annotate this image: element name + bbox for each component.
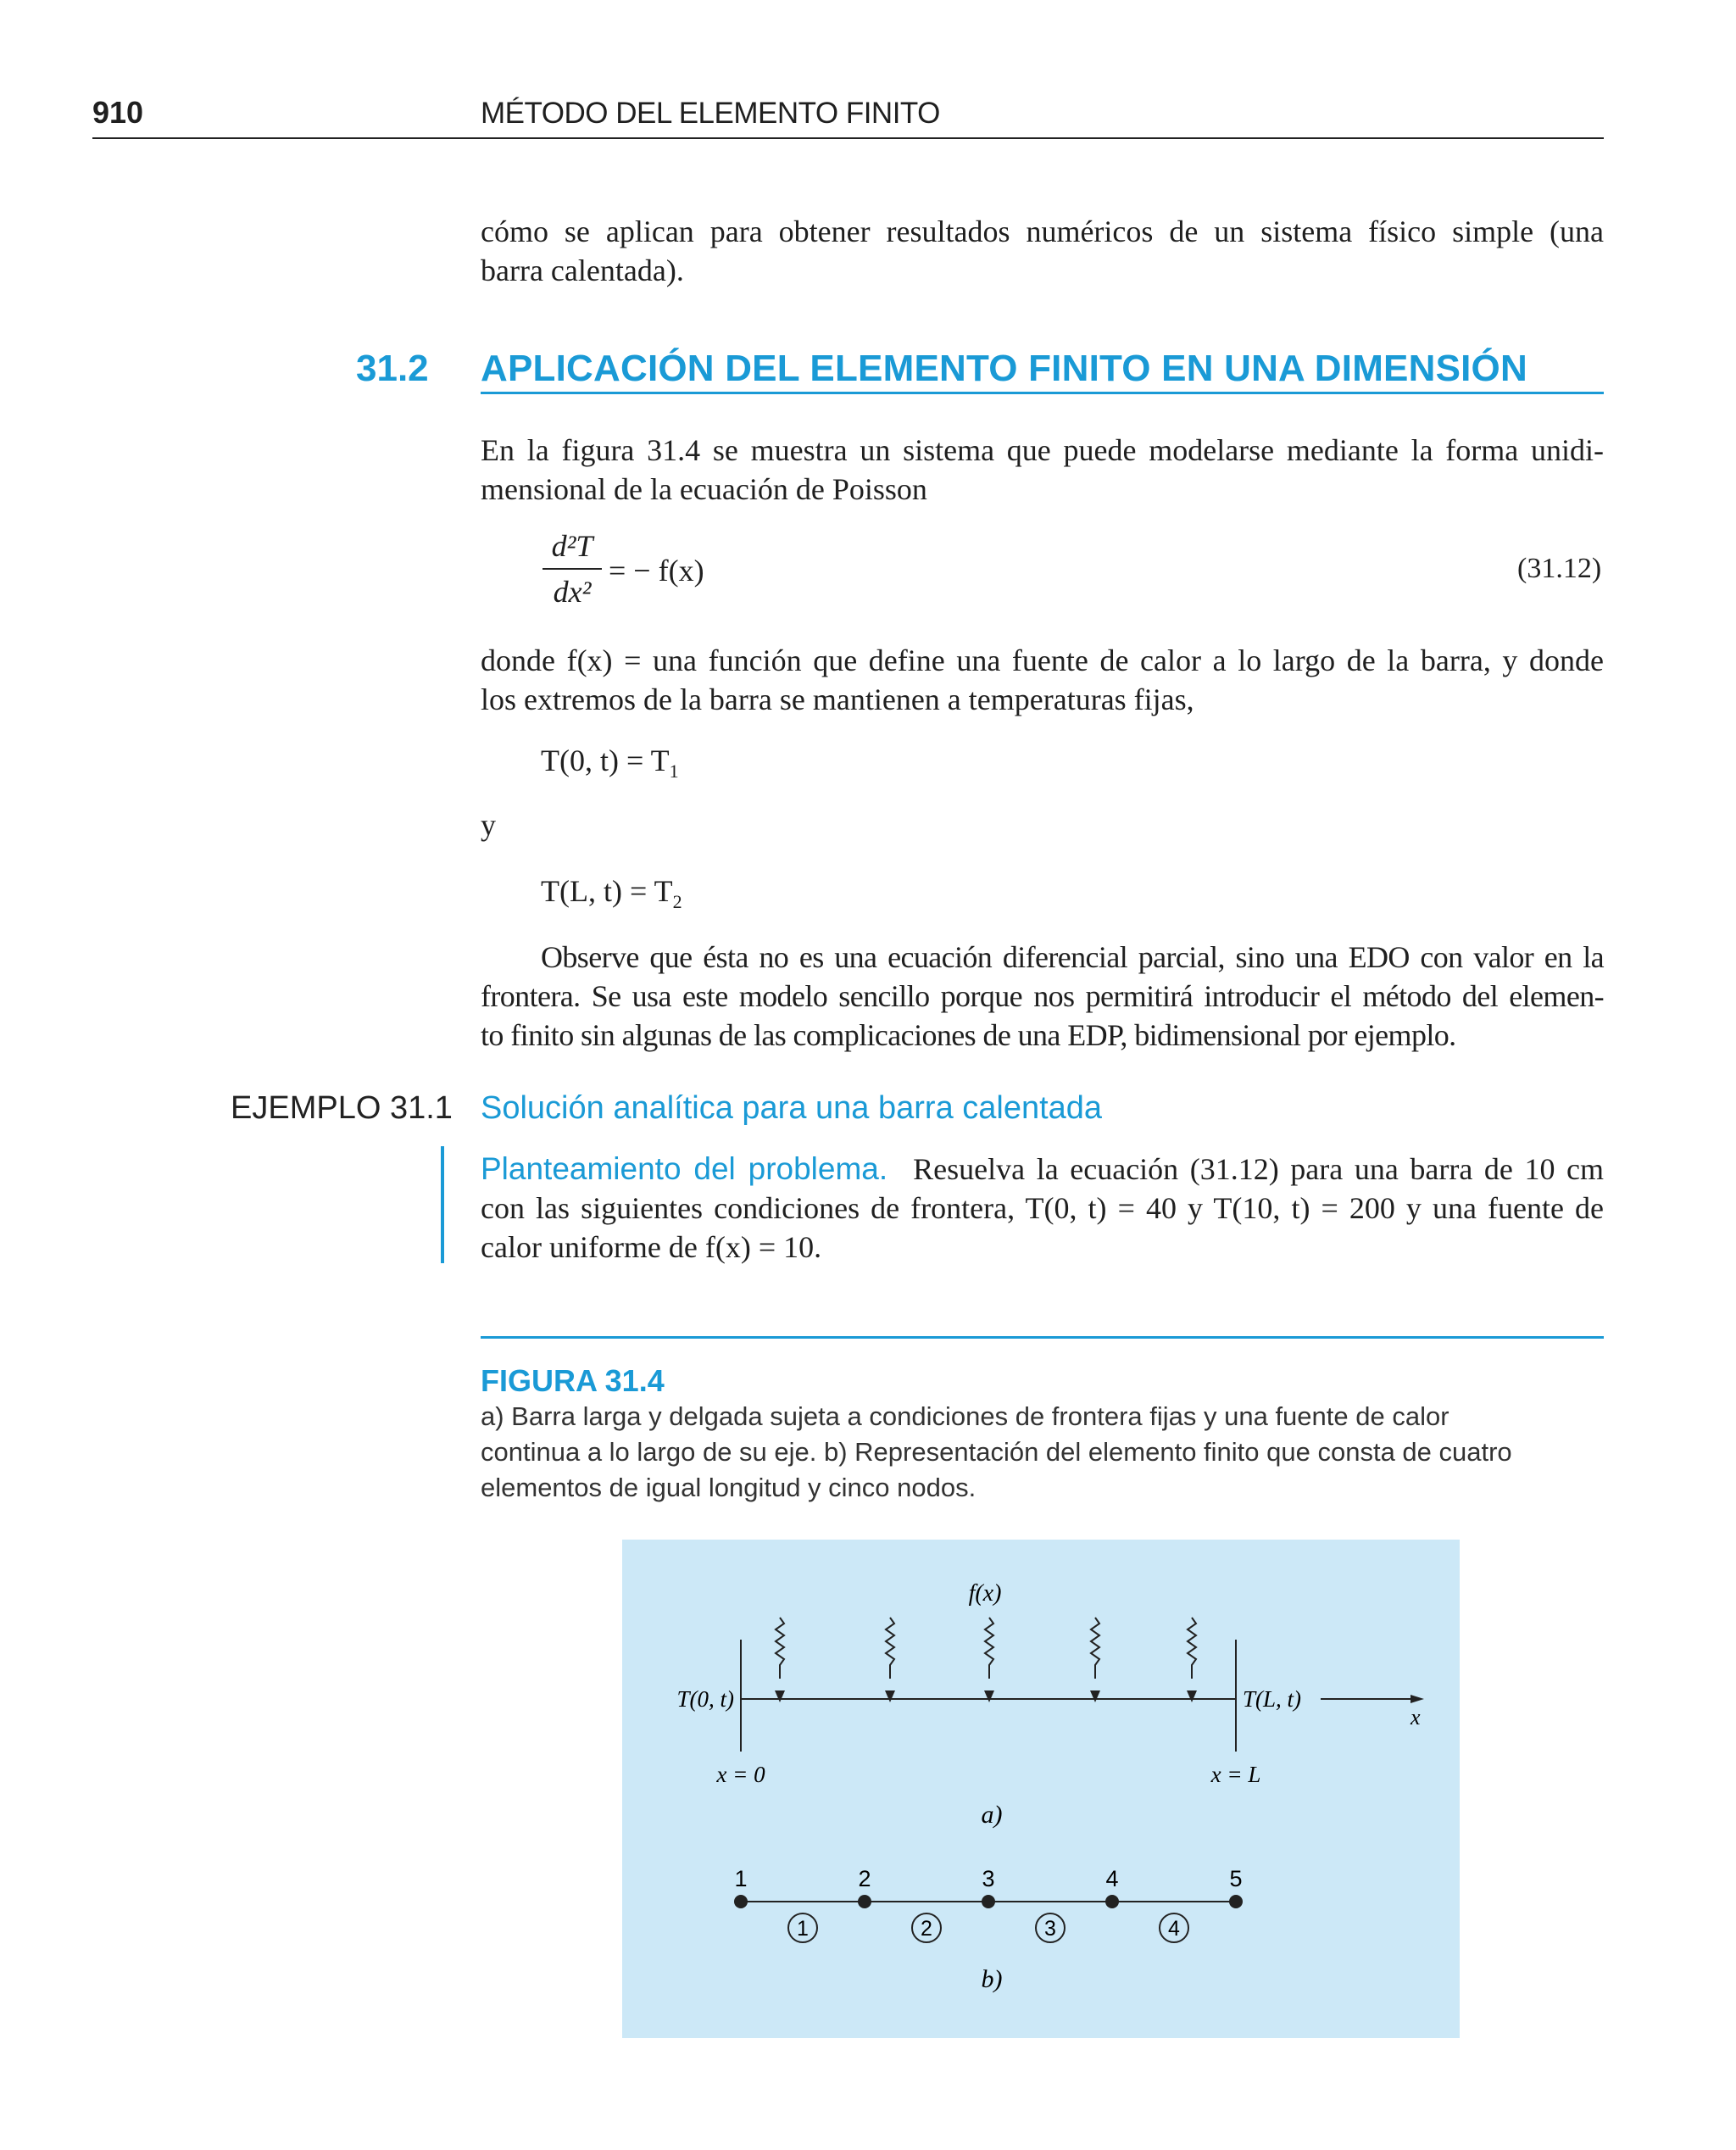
section-rule	[481, 392, 1604, 394]
equation-denominator: dx²	[553, 575, 592, 609]
paragraph-observe	[481, 938, 1604, 1055]
arrow-head	[775, 1690, 785, 1702]
node-dot	[734, 1895, 748, 1908]
text-line: con las siguientes condiciones de frontera, T(0, t) = 40 y T(10, t) = 200 y una fuente de	[481, 1191, 1604, 1225]
example-side-bar	[441, 1146, 444, 1263]
x0-label: x = 0	[716, 1762, 765, 1787]
text-line: donde f(x) = una función que define una fuente de calor a lo largo de la barra, y donde	[481, 643, 1604, 677]
paragraph-source	[481, 641, 1604, 719]
node-dot	[1229, 1895, 1243, 1908]
text-line: Observe que ésta no es una ecuación diferencial parcial, sino una EDO con valor en la	[541, 940, 1604, 974]
node-label: 3	[982, 1866, 995, 1891]
condition-subscript: 1	[669, 760, 679, 783]
figure-label: FIGURA 31.4	[481, 1363, 665, 1398]
problem-label: Planteamiento del problema.	[481, 1151, 888, 1186]
heat-arrow	[1188, 1618, 1196, 1679]
node-dot	[982, 1895, 995, 1908]
header-rule	[92, 137, 1604, 139]
intro-paragraph	[481, 212, 1604, 290]
left-bc-label: T(0, t)	[676, 1686, 734, 1712]
fraction-bar	[542, 568, 602, 570]
text-line: mensional de la ecuación de Poisson	[481, 472, 927, 506]
problem-statement	[481, 1150, 1604, 1267]
problem-text: Resuelva la ecuación (31.12) para una barra de 10 cm	[913, 1152, 1604, 1186]
node-label: 2	[858, 1866, 871, 1891]
text-line: frontera. Se usa este modelo sencillo porque nos permitirá introducir el método del elemen-	[481, 979, 1604, 1013]
heat-arrows	[776, 1618, 1196, 1679]
part-a-label: a)	[981, 1801, 1003, 1829]
node-label: 4	[1105, 1866, 1119, 1891]
condition-text: T(0, t) = T	[541, 744, 670, 777]
node-label: 5	[1229, 1866, 1243, 1891]
heat-arrow	[1091, 1618, 1099, 1679]
boundary-condition-1	[541, 743, 679, 783]
elements	[788, 1913, 1188, 1942]
heat-arrow	[985, 1618, 993, 1679]
paragraph-poisson	[481, 431, 1604, 509]
heat-arrow-heads	[775, 1690, 1197, 1702]
x-axis-label: x	[1410, 1705, 1421, 1729]
heat-arrow	[886, 1618, 894, 1679]
text-line: to finito sin algunas de las complicaciones de una EDP, bidimensional por ejemplo.	[481, 1018, 1456, 1052]
figure-rule	[481, 1336, 1604, 1339]
arrow-head	[1090, 1690, 1100, 1702]
figure-caption	[481, 1399, 1583, 1506]
text-line: cómo se aplican para obtener resultados numéricos de un sistema físico simple (una	[481, 214, 1604, 248]
page-number: 910	[92, 95, 144, 130]
connector-word: y	[481, 808, 496, 842]
arrow-head	[885, 1690, 895, 1702]
element-label: 2	[921, 1917, 932, 1941]
node-label: 1	[734, 1866, 748, 1891]
example-label: EJEMPLO 31.1	[231, 1090, 453, 1126]
caption-line: continua a lo largo de su eje. b) Representación del elemento finito que consta de cuatro	[481, 1437, 1512, 1467]
element-label: 1	[797, 1917, 809, 1941]
equation-fraction	[542, 527, 602, 610]
example-title: Solución analítica para una barra calentada	[481, 1090, 1103, 1126]
figure-31-4	[622, 1540, 1460, 2038]
node-dot	[1105, 1895, 1119, 1908]
element-label: 3	[1044, 1917, 1056, 1941]
equation-rhs: = − f(x)	[609, 554, 704, 588]
x-axis-arrowhead	[1410, 1695, 1424, 1703]
text-line: calor uniforme de f(x) = 10.	[481, 1230, 822, 1264]
right-bc-label: T(L, t)	[1243, 1686, 1302, 1712]
arrow-head	[984, 1690, 994, 1702]
text-line: barra calentada).	[481, 253, 684, 287]
section-number: 31.2	[356, 348, 429, 389]
figure-diagram	[622, 1540, 1460, 2038]
text-line: los extremos de la barra se mantienen a temperaturas fijas,	[481, 682, 1194, 716]
section-title: APLICACIÓN DEL ELEMENTO FINITO EN UNA DIMENSIÓN	[481, 348, 1527, 389]
node-dot	[858, 1895, 871, 1908]
caption-line: elementos de igual longitud y cinco nodos.	[481, 1473, 976, 1502]
condition-text: T(L, t) = T	[541, 874, 673, 908]
part-b-label: b)	[981, 1965, 1003, 1993]
heat-arrow	[776, 1618, 784, 1679]
equation-numerator: d²T	[551, 529, 593, 563]
condition-subscript: 2	[672, 891, 682, 913]
caption-line: a) Barra larga y delgada sujeta a condiciones de frontera fijas y una fuente de calor	[481, 1401, 1449, 1431]
xL-label: x = L	[1210, 1762, 1261, 1787]
text-line: En la figura 31.4 se muestra un sistema que puede modelarse mediante la forma unidi-	[481, 433, 1604, 467]
element-label: 4	[1168, 1917, 1180, 1941]
arrow-head	[1187, 1690, 1197, 1702]
equation-number: (31.12)	[1517, 553, 1602, 584]
boundary-condition-2	[541, 873, 682, 913]
text-line	[481, 1150, 1604, 1189]
running-head: MÉTODO DEL ELEMENTO FINITO	[481, 97, 940, 130]
source-label: f(x)	[968, 1580, 1002, 1607]
